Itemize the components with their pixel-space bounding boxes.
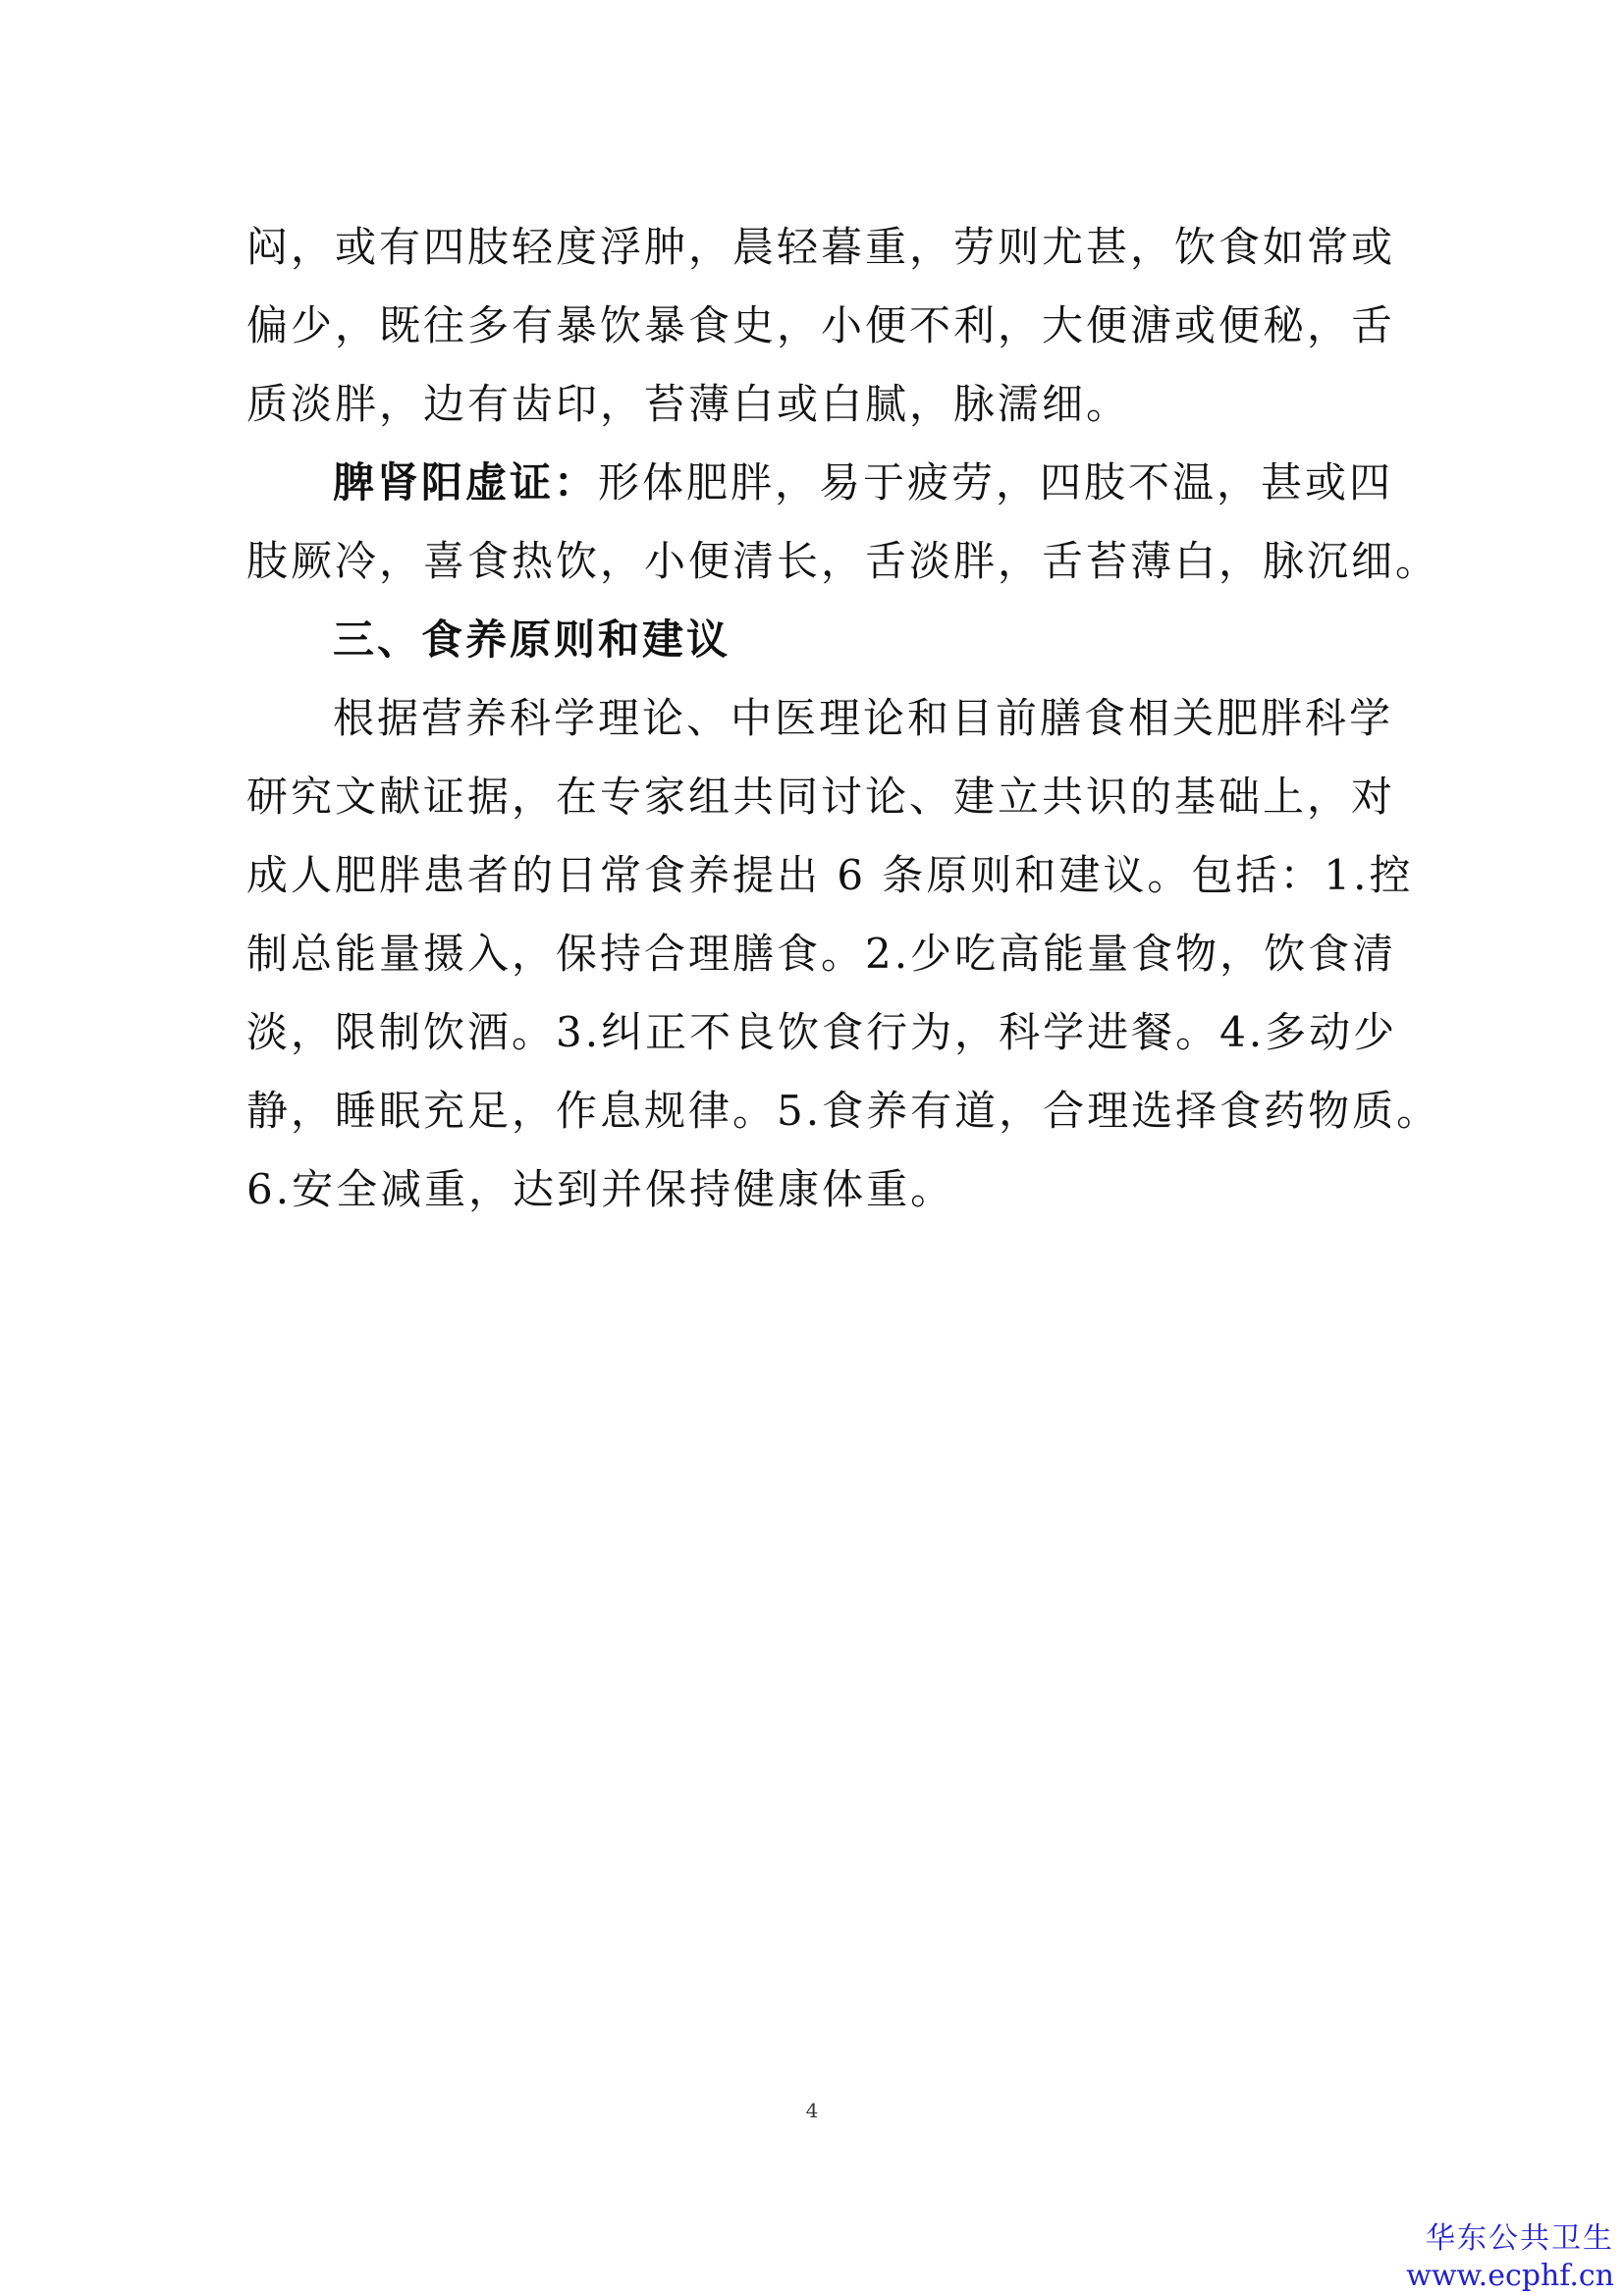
- syndrome-label: 脾肾阳虚证：: [333, 458, 599, 507]
- paragraph-symptoms-continued: [246, 208, 1396, 444]
- section-heading: 三、食养原则和建议: [333, 615, 731, 664]
- text-line: 闷，或有四肢轻度浮肿，晨轻暮重，劳则尤甚，饮食如常或: [246, 223, 1396, 271]
- syndrome-description: 形体肥胖，易于疲劳，四肢不温，甚或四: [598, 458, 1394, 507]
- watermark-name: 华东公共卫生: [1426, 2221, 1614, 2256]
- text-line: 肢厥冷，喜食热饮，小便清长，舌淡胖，舌苔薄白，脉沉细。: [246, 537, 1440, 585]
- watermark: [1406, 2220, 1614, 2295]
- text-line: 质淡胖，边有齿印，苔薄白或白腻，脉濡细。: [246, 380, 1131, 428]
- text-line: 成人肥胖患者的日常食养提出 6 条原则和建议。包括：1.控: [246, 851, 1414, 899]
- text-line: 研究文献证据，在专家组共同讨论、建立共识的基础上，对: [246, 773, 1396, 821]
- text-line: 偏少，既往多有暴饮暴食史，小便不利，大便溏或便秘，舌: [246, 301, 1396, 349]
- text-line: 制总能量摄入，保持合理膳食。2.少吃高能量食物，饮食清: [246, 930, 1397, 978]
- document-body: [246, 208, 1441, 1229]
- page-number: 4: [805, 2099, 819, 2122]
- paragraph-principles: [246, 679, 1441, 1229]
- text-line: 淡，限制饮酒。3.纠正不良饮食行为，科学进餐。4.多动少: [246, 1008, 1398, 1056]
- watermark-url[interactable]: www.ecphf.cn: [1406, 2259, 1614, 2293]
- text-line: 根据营养科学理论、中医理论和目前膳食相关肥胖科学: [333, 694, 1394, 742]
- text-line: 6.安全减重，达到并保持健康体重。: [246, 1165, 955, 1213]
- paragraph-spleen-kidney-yang-deficiency: [246, 444, 1440, 601]
- text-line: [246, 444, 1394, 522]
- text-line: 静，睡眠充足，作息规律。5.食养有道，合理选择食药物质。: [246, 1087, 1441, 1135]
